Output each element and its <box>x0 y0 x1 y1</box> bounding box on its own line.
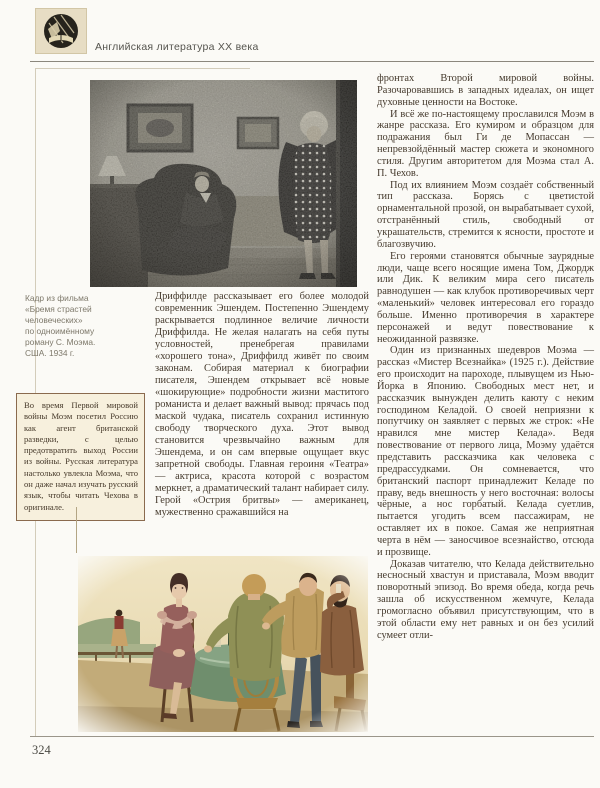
article-column-right <box>377 73 594 642</box>
photo-caption-line: по одноимённому <box>25 326 95 336</box>
series-title: Английская литература XX века <box>95 41 259 53</box>
article-paragraph: Один из признанных шедевров Моэма — рассказ «Мистер Всезнайка» (1925 г.). Действие его происходит на пароходе, плывущем из Нью-Йорка в Японию. Свободных мест нет, и рассказчик вынужден делить каюту с неким господином Келадой. О своей неприязни к попутчику он заявляет с первых же строк: «Не нравился мне мистер Келада». Ведя повествование от первого лица, Моэму удаётся представить рассказчика как человека с предрассудками. Он сомневается, что британский паспорт принадлежит Келаде по праву, ведь внешность у него восточная: волосы чёрные, а нос горбатый. Келада суетлив, пытается угодить всем пассажирам, не оставляет их в покое. Самая же неприятная черта в нём — заносчивое всезнайство, отсюда и прозвище. <box>377 345 594 558</box>
article-paragraph: Под их влиянием Моэм создаёт собственный тип рассказа. Борясь с цветистой орнаментальной прозой, он вырабатывает сухой, отстранённый стиль, свободный от украшательств, стремится к ясности, простоте и благозвучию. <box>377 179 594 250</box>
book-and-lamp-emblem-icon <box>35 8 87 54</box>
header-rule <box>30 61 594 62</box>
footer-rule <box>30 736 594 737</box>
photo-caption <box>25 293 147 359</box>
article-paragraph: Доказав читателю, что Келада действительно несносный хвастун и приставала, Моэм вводит поворотный эпизод. Во время обеда, когда речь зашла об искусственном жемчуге, Келада громогласно объявил присутствующим, что в этой области ему нет равных и он без усилий сумеет отли- <box>377 558 594 641</box>
sidebar-note-text: Во время Первой мировой войны Моэм посетил Россию как агент британской разведки, с целью предотвратить выход России из войны. Русская литература настолько увлекла Моэма, что он даже начал изучать русский язык, чтобы читать Чехова в оригинале. <box>24 400 138 512</box>
sidebar-note-connector-line <box>76 507 77 553</box>
story-illustration-image <box>78 556 368 732</box>
photo-caption-line: США. 1934 г. <box>25 348 75 358</box>
film-still-image <box>90 80 357 287</box>
photo-caption-line: роману С. Моэма. <box>25 337 96 347</box>
photo-caption-line: «Бремя страстей <box>25 304 92 314</box>
article-paragraph: Его героями становятся обычные заурядные люди, чаще всего носящие имена Том, Джордж или Дик. К великим мира сего писатель равнодушен — как клубок противоречивых черт «маленький» человек интересовал его гораздо больше. Именно противоречия в характере персонажей и ведут повествование к неожиданной развязке. <box>377 250 594 345</box>
photo-caption-line: Кадр из фильма <box>25 293 89 303</box>
sidebar-note-box <box>16 393 145 521</box>
page-number: 324 <box>32 743 51 757</box>
article-paragraph: фронтах Второй мировой войны. Разочаровавшись в западных идеалах, он ищет духовные ценности на Востоке. <box>377 73 594 108</box>
article-paragraph: И всё же по-настоящему прославился Моэм в жанре рассказа. Его кумиром и образцом для подражания был Ги де Мопассан — непревзойдённый мастер сюжета и экономного стиля. Другим авторитетом для Моэма стал А. П. Чехов. <box>377 108 594 179</box>
photo-caption-line: человеческих» <box>25 315 83 325</box>
emblem-graphic <box>36 9 86 53</box>
article-column-middle <box>155 291 369 519</box>
margin-rule-horizontal <box>35 68 250 69</box>
article-paragraph: Дриффилде рассказывает его более молодой современник Эшендем. Постепенно Эшендему раскрывается подлинное величие личности Дриффилда. Не желая налагать на себя путы условностей, пренебрегая правилами «хорошего тона», Дриффилд живёт по своим законам. Собирая материал к биографии писателя, Эшендем открывает всё новые «шокирующие» подробности жизни маститого романиста и делает важный вывод: прячась под маской чудака, писатель сохранил истинную свободу творческого духа. Этот вывод становится чрезвычайно важным для Эшендема, и он сам впервые ощущает вкус запретной свободы. Главная героиня «Театра» — актриса, красота которой с возрастом меркнет, а драматический талант набирает силу. Герой «Острия бритвы» — американец, мужественно сражавшийся на <box>155 291 369 518</box>
